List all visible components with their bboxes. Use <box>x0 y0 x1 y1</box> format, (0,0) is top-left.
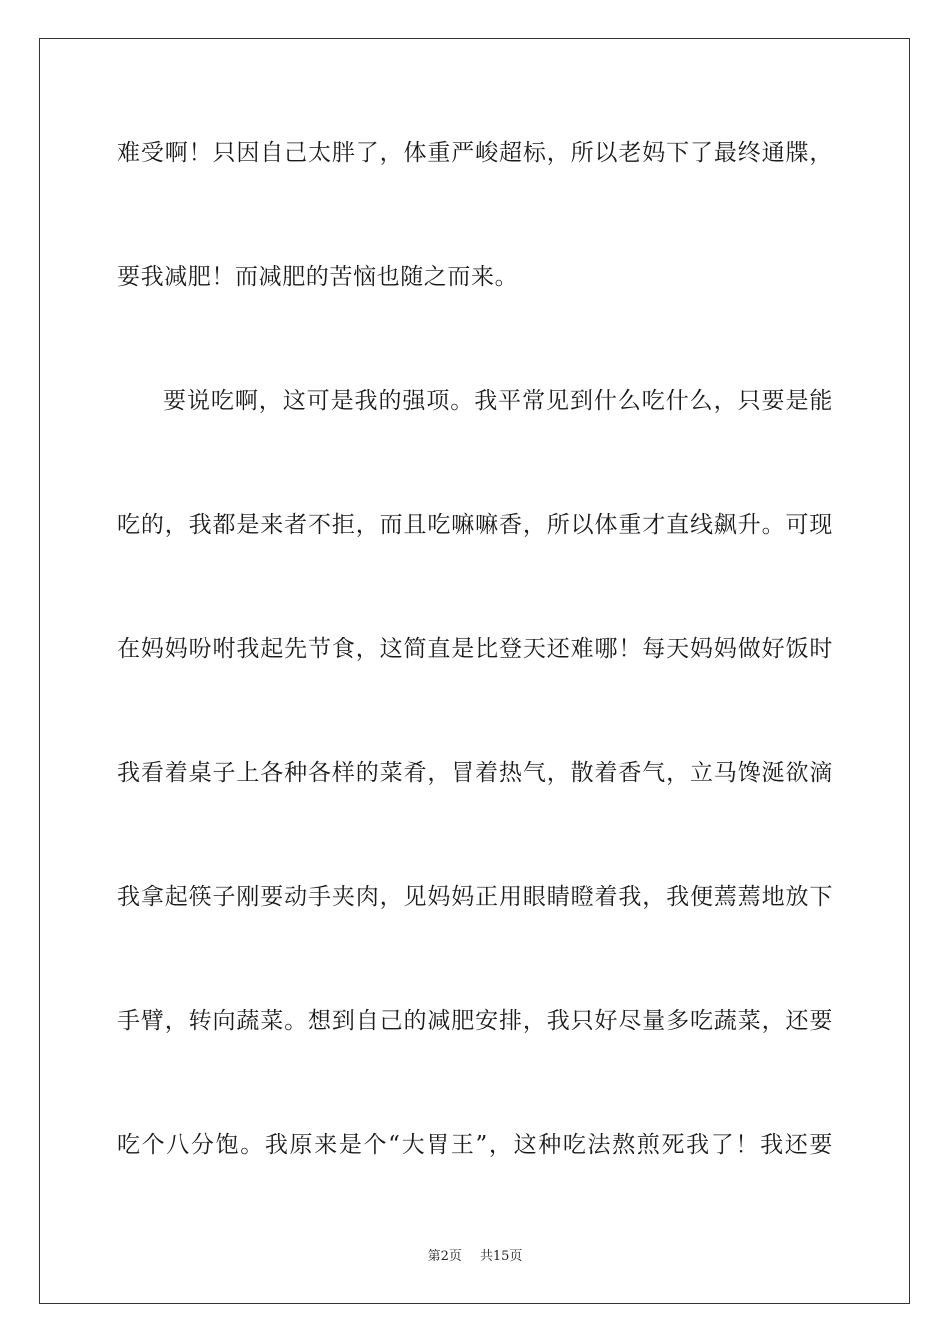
body-line-3: 要说吃啊，这可是我的强项。我平常见到什么吃什么，只要是能 <box>163 388 833 414</box>
page-number-total: 共15页 <box>479 1249 523 1264</box>
body-line-8: 手臂，转向蔬菜。想到自己的减肥安排，我只好尽量多吃蔬菜，还要 <box>117 1008 833 1034</box>
body-line-5: 在妈妈吩咐我起先节食，这简直是比登天还难哪！每天妈妈做好饭时 <box>117 636 833 662</box>
page-number-current: 第2页 <box>427 1249 462 1264</box>
body-line-9: 吃个八分饱。我原来是个“大胃王”，这种吃法熬煎死我了！我还要 <box>117 1132 833 1158</box>
body-line-1: 难受啊！只因自己太胖了，体重严峻超标，所以老妈下了最终通牒， <box>117 140 833 166</box>
body-line-6: 我看着桌子上各种各样的菜肴，冒着热气，散着香气，立马馋涎欲滴 <box>117 760 833 786</box>
body-line-7: 我拿起筷子刚要动手夹肉，见妈妈正用眼睛瞪着我，我便蔫蔫地放下 <box>117 884 833 910</box>
page-footer <box>0 1248 950 1266</box>
body-line-4: 吃的，我都是来者不拒，而且吃嘛嘛香，所以体重才直线飙升。可现 <box>117 512 833 538</box>
body-line-2: 要我减肥！而减肥的苦恼也随之而来。 <box>117 264 519 290</box>
page-border <box>39 38 910 1304</box>
